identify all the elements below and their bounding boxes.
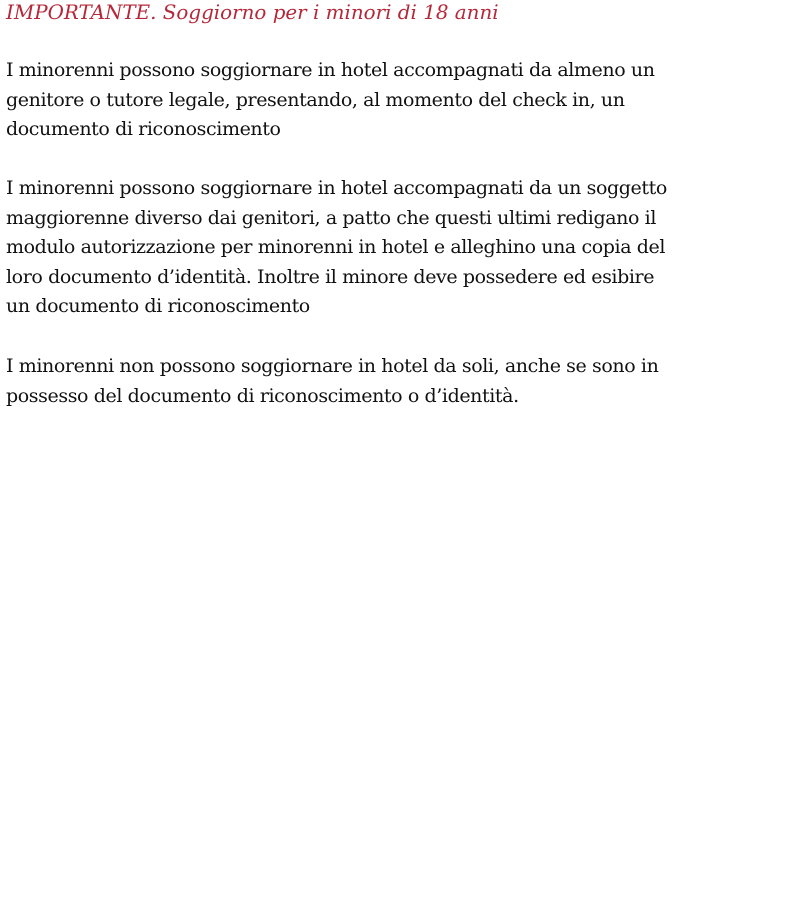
paragraph-accompanied-by-adult [6,174,667,322]
document-page [6,0,791,407]
document-title: IMPORTANTE. Soggiorno per i minori di 18 anni [6,0,499,24]
paragraph-line: I minorenni possono soggiornare in hotel accompagnati da un soggetto [6,177,667,199]
paragraph-line: genitore o tutore legale, presentando, al momento del check in, un [6,88,625,111]
paragraph-line: possesso del documento di riconoscimento o d’identità. [6,384,519,407]
paragraph-line: documento di riconoscimento [6,118,281,140]
paragraph-accompanied-by-parent [6,56,655,145]
paragraph-line: modulo autorizzazione per minorenni in hotel e alleghino una copia del [6,236,666,258]
paragraph-line: maggiorenne diverso dai genitori, a patto che questi ultimi redigano il [6,206,657,229]
paragraph-line: I minorenni non possono soggiornare in hotel da soli, anche se sono in [6,355,659,377]
paragraph-line: I minorenni possono soggiornare in hotel accompagnati da almeno un [6,59,655,81]
paragraph-line: un documento di riconoscimento [6,295,310,317]
paragraph-line: loro documento d’identità. Inoltre il minore deve possedere ed esibire [6,265,655,288]
paragraph-not-alone [6,352,658,411]
